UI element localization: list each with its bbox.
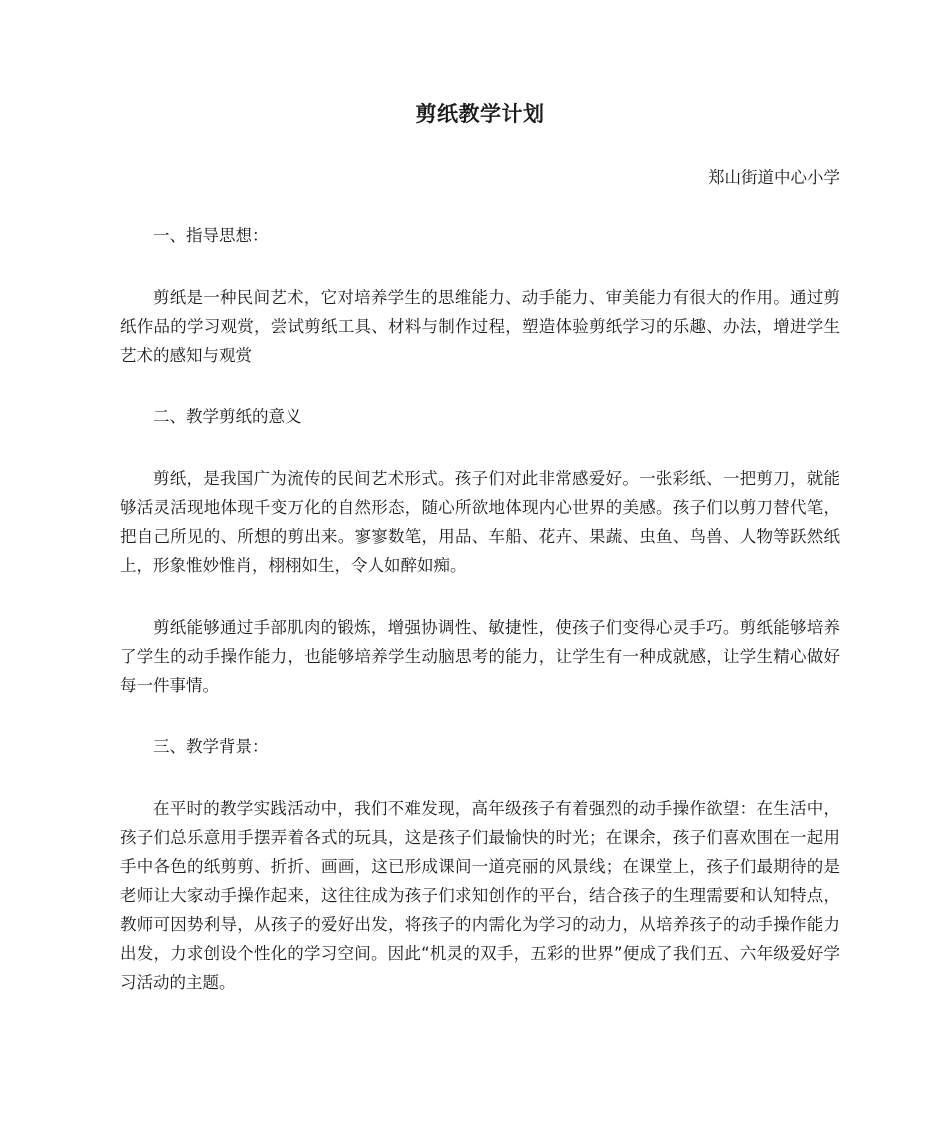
paragraph-significance-1: 剪纸，是我国广为流传的民间艺术形式。孩子们对此非常感爱好。一张彩纸、一把剪刀，就能够活灵活现地体现千变万化的自然形态，随心所欲地体现内心世界的美感。孩子们以剪刀替代笔，把自己所见的、所想的剪出来。寥寥数笔，用品、车船、花卉、果蔬、虫鱼、鸟兽、人物等跃然纸上，形象惟妙惟肖，栩栩如生，令人如醉如痴。 [120, 469, 840, 575]
document-title: 剪纸教学计划 [415, 102, 545, 126]
section-heading-background: 三、教学背景： [153, 737, 269, 756]
paragraph-background: 在平时的教学实践活动中，我们不难发现，高年级孩子有着强烈的动手操作欲望：在生活中，孩子们总乐意用手摆弄着各式的玩具，这是孩子们最愉快的时光；在课余，孩子们喜欢围在一起用手中各色的纸剪剪、折折、画画，这已形成课间一道亮丽的风景线；在课堂上，孩子们最期待的是老师让大家动手操作起来，这往往成为孩子们求知创作的平台，结合孩子的生理需要和认知特点，教师可因势利导，从孩子的爱好出发，将孩子的内需化为学习的动力，从培养孩子的动手操作能力出发，力求创设个性化的学习空间。因此“机灵的双手，五彩的世界”便成了我们五、六年级爱好学习活动的主题。 [120, 799, 840, 992]
paragraph-guiding-thought: 剪纸是一种民间艺术，它对培养学生的思维能力、动手能力、审美能力有很大的作用。通过剪纸作品的学习观赏，尝试剪纸工具、材料与制作过程，塑造体验剪纸学习的乐趣、办法，增进学生艺术的感知与观赏 [120, 288, 840, 365]
section-heading-significance: 二、教学剪纸的意义 [153, 407, 302, 426]
section-heading-guiding-thought: 一、指导思想： [153, 226, 269, 245]
paragraph-significance-2: 剪纸能够通过手部肌肉的锻炼，增强协调性、敏捷性，使孩子们变得心灵手巧。剪纸能够培养了学生的动手操作能力，也能够培养学生动脑思考的能力，让学生有一种成就感，让学生精心做好每一件事情。 [120, 618, 840, 695]
organization-name: 郑山街道中心小学 [708, 168, 840, 187]
